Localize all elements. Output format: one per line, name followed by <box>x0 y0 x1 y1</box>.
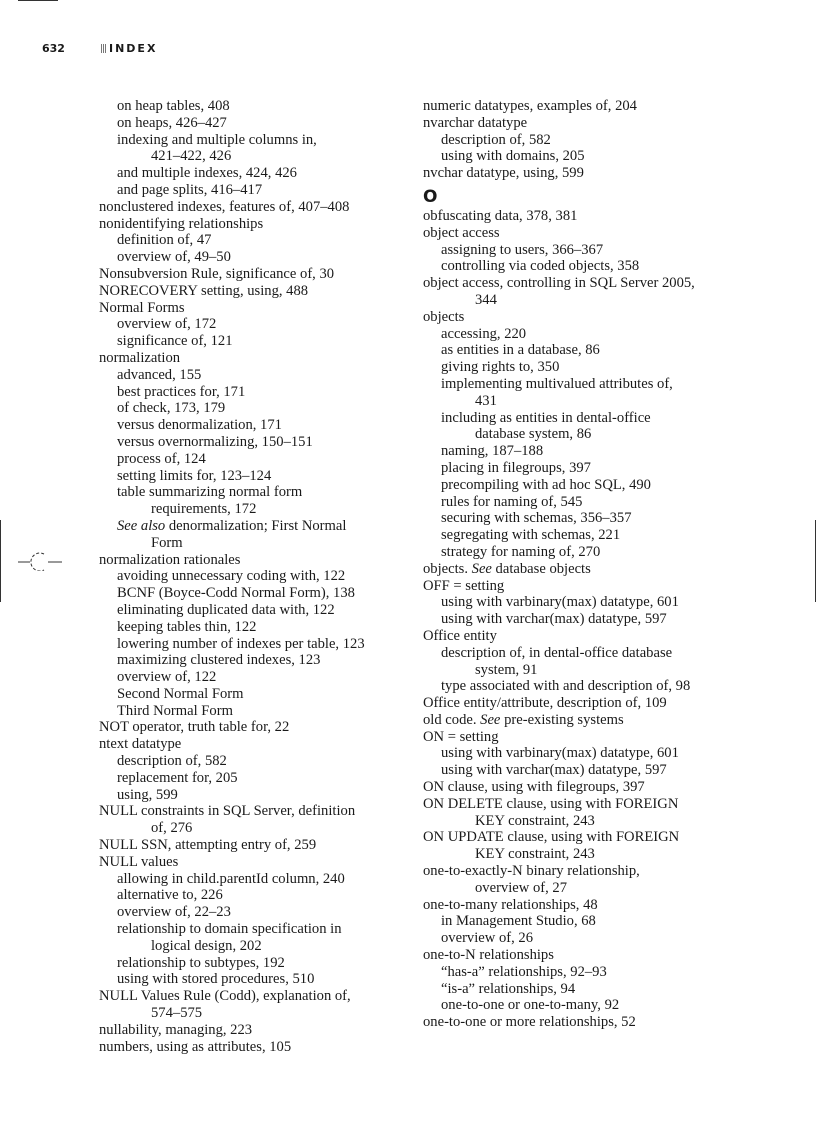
entry-text: controlling via coded objects, 358 <box>441 258 640 275</box>
entry-text: normalization <box>99 349 181 366</box>
entry-text: NULL Values Rule (Codd), explanation of, <box>99 988 351 1005</box>
entry-text: OFF = setting <box>423 577 505 594</box>
entry-text: ON = setting <box>423 728 499 745</box>
entry-continuation: KEY constraint, 243 <box>475 812 595 829</box>
entry-text: securing with schemas, 356–357 <box>441 510 632 527</box>
entry-text: Office entity/attribute, description of, 109 <box>423 695 667 712</box>
entry-text: one-to-one or more relationships, 52 <box>423 1014 636 1031</box>
index-subentry <box>99 787 399 804</box>
index-subentry <box>99 652 399 669</box>
entry-continuation: database system, 86 <box>475 426 592 443</box>
index-subentry <box>99 132 399 149</box>
running-head <box>101 42 157 55</box>
index-subentry <box>423 645 723 662</box>
entry-text: using with varbinary(max) datatype, 601 <box>441 745 679 762</box>
index-subentry <box>99 585 399 602</box>
entry-text: maximizing clustered indexes, 123 <box>117 652 321 669</box>
index-entry <box>99 283 399 300</box>
entry-text: nullability, managing, 223 <box>99 1021 253 1038</box>
index-subentry <box>423 981 723 998</box>
index-subentry <box>99 619 399 636</box>
index-entry <box>423 275 723 292</box>
entry-text: using with domains, 205 <box>441 148 585 165</box>
index-subentry <box>423 913 723 930</box>
entry-text: and multiple indexes, 424, 426 <box>117 165 297 182</box>
entry-text: rules for naming of, 545 <box>441 493 583 510</box>
entry-text: type associated with and description of, 98 <box>441 678 691 695</box>
entry-text: segregating with schemas, 221 <box>441 527 621 544</box>
index-entry <box>423 796 723 813</box>
entry-text: strategy for naming of, 270 <box>441 543 601 560</box>
entry-text: NULL constraints in SQL Server, definition <box>99 803 356 820</box>
index-subentry <box>99 232 399 249</box>
entry-text: one-to-one or one-to-many, 92 <box>441 997 620 1014</box>
index-subentry <box>99 115 399 132</box>
entry-text: process of, 124 <box>117 450 206 467</box>
index-entry <box>423 561 723 578</box>
entry-text: definition of, 47 <box>117 232 212 249</box>
index-letter-heading: O <box>423 186 438 207</box>
index-subentry <box>423 930 723 947</box>
index-subentry <box>99 602 399 619</box>
entry-text: overview of, 49–50 <box>117 249 231 266</box>
index-subentry <box>99 871 399 888</box>
index-subentry <box>99 249 399 266</box>
entry-text: NULL values <box>99 853 179 870</box>
entry-text: using with varbinary(max) datatype, 601 <box>441 594 679 611</box>
entry-continuation: 421–422, 426 <box>151 148 232 165</box>
index-subentry <box>423 460 723 477</box>
crop-mark-icon <box>18 551 62 571</box>
entry-text: description of, 582 <box>117 753 227 770</box>
index-subentry <box>99 518 399 535</box>
entry-text: on heaps, 426–427 <box>117 114 227 131</box>
entry-text: “has-a” relationships, 92–93 <box>441 963 607 980</box>
entry-text: avoiding unnecessary coding with, 122 <box>117 568 346 585</box>
index-subentry <box>99 636 399 653</box>
entry-text: “is-a” relationships, 94 <box>441 980 576 997</box>
entry-text: significance of, 121 <box>117 333 233 350</box>
entry-text: denormalization; First Normal <box>165 517 347 534</box>
entry-text: ntext datatype <box>99 736 182 753</box>
index-subentry <box>99 468 399 485</box>
index-subentry <box>423 762 723 779</box>
index-entry <box>99 854 399 871</box>
entry-text: versus overnormalizing, 150–151 <box>117 433 313 450</box>
entry-continuation: 431 <box>475 392 497 409</box>
entry-text: Nonsubversion Rule, significance of, 30 <box>99 265 335 282</box>
index-entry <box>423 208 723 225</box>
entry-text: lowering number of indexes per table, 123 <box>117 635 365 652</box>
index-entry <box>99 736 399 753</box>
entry-continuation: 574–575 <box>151 1005 203 1022</box>
index-entry <box>99 1022 399 1039</box>
entry-text: normalization rationales <box>99 551 241 568</box>
index-subentry <box>99 686 399 703</box>
index-subentry <box>423 410 723 427</box>
entry-text: giving rights to, 350 <box>441 359 560 376</box>
index-entry <box>423 779 723 796</box>
index-subentry <box>423 477 723 494</box>
entry-text: ON DELETE clause, using with FOREIGN <box>423 795 679 812</box>
entry-continuation: logical design, 202 <box>151 937 262 954</box>
entry-text: overview of, 26 <box>441 930 533 947</box>
index-subentry <box>423 443 723 460</box>
entry-continuation: requirements, 172 <box>151 501 257 518</box>
index-entry <box>423 729 723 746</box>
entry-text: NORECOVERY setting, using, 488 <box>99 282 309 299</box>
entry-text: of check, 173, 179 <box>117 400 226 417</box>
index-entry <box>423 225 723 242</box>
entry-text: implementing multivalued attributes of, <box>441 375 673 392</box>
index-subentry <box>99 568 399 585</box>
index-subentry <box>423 494 723 511</box>
index-entry <box>99 216 399 233</box>
entry-continuation: overview of, 27 <box>475 879 567 896</box>
top-rule <box>18 0 58 1</box>
entry-text: one-to-many relationships, 48 <box>423 896 598 913</box>
index-subentry <box>99 955 399 972</box>
index-entry <box>423 829 723 846</box>
index-entry <box>423 628 723 645</box>
entry-text: allowing in child.parentId column, 240 <box>117 870 345 887</box>
index-subentry <box>99 165 399 182</box>
index-entry <box>423 712 723 729</box>
index-subentry <box>423 964 723 981</box>
entry-text: Office entity <box>423 627 497 644</box>
entry-text: one-to-N relationships <box>423 947 554 964</box>
index-entry <box>99 266 399 283</box>
index-subentry <box>99 921 399 938</box>
index-subentry <box>99 384 399 401</box>
index-subentry <box>99 451 399 468</box>
entry-continuation: system, 91 <box>475 661 538 678</box>
index-subentry <box>99 703 399 720</box>
index-entry <box>423 863 723 880</box>
index-entry <box>423 165 723 182</box>
index-subentry <box>99 753 399 770</box>
entry-text: using with stored procedures, 510 <box>117 971 315 988</box>
entry-text: nvchar datatype, using, 599 <box>423 165 584 182</box>
entry-text: objects <box>423 308 465 325</box>
entry-text: indexing and multiple columns in, <box>117 131 317 148</box>
index-subentry <box>423 342 723 359</box>
entry-text: object access, controlling in SQL Server 2005, <box>423 275 695 292</box>
index-entry <box>99 350 399 367</box>
entry-text: and page splits, 416–417 <box>117 181 263 198</box>
entry-text: obfuscating data, 378, 381 <box>423 207 578 224</box>
index-subentry <box>423 242 723 259</box>
entry-text: relationship to domain specification in <box>117 921 342 938</box>
entry-text: using with varchar(max) datatype, 597 <box>441 611 667 628</box>
index-subentry <box>99 669 399 686</box>
index-entry <box>99 988 399 1005</box>
entry-text: keeping tables thin, 122 <box>117 618 257 635</box>
entry-text: assigning to users, 366–367 <box>441 241 604 258</box>
index-subentry <box>99 400 399 417</box>
entry-text: old code. <box>423 711 481 728</box>
index-subentry <box>423 594 723 611</box>
entry-text: numbers, using as attributes, 105 <box>99 1038 292 1055</box>
entry-text: replacement for, 205 <box>117 769 238 786</box>
entry-text: accessing, 220 <box>441 325 527 342</box>
index-entry <box>423 947 723 964</box>
entry-text: in Management Studio, 68 <box>441 913 596 930</box>
index-subentry <box>99 770 399 787</box>
entry-text: including as entities in dental-office <box>441 409 651 426</box>
index-entry <box>423 695 723 712</box>
index-entry <box>99 719 399 736</box>
index-subentry <box>423 544 723 561</box>
entry-text: table summarizing normal form <box>117 484 303 501</box>
left-margin-line <box>0 520 1 602</box>
index-entry <box>99 803 399 820</box>
entry-target: database objects <box>491 560 591 577</box>
index-subentry <box>423 132 723 149</box>
entry-text: relationship to subtypes, 192 <box>117 954 285 971</box>
index-subentry <box>99 887 399 904</box>
index-entry <box>423 98 723 115</box>
entry-continuation: 344 <box>475 291 497 308</box>
index-subentry <box>99 316 399 333</box>
entry-text: BCNF (Boyce-Codd Normal Form), 138 <box>117 585 355 602</box>
index-entry <box>423 1014 723 1031</box>
index-column-left <box>99 98 399 1055</box>
index-subentry <box>423 326 723 343</box>
index-entry <box>99 552 399 569</box>
index-subentry <box>423 678 723 695</box>
index-entry <box>423 897 723 914</box>
entry-text: overview of, 122 <box>117 669 217 686</box>
entry-text: alternative to, 226 <box>117 887 223 904</box>
entry-text: using, 599 <box>117 786 178 803</box>
index-subentry <box>423 258 723 275</box>
entry-text: overview of, 172 <box>117 316 217 333</box>
entry-text: overview of, 22–23 <box>117 904 231 921</box>
entry-text: precompiling with ad hoc SQL, 490 <box>441 476 651 493</box>
entry-continuation: of, 276 <box>151 820 193 837</box>
index-subentry <box>423 527 723 544</box>
entry-text: numeric datatypes, examples of, 204 <box>423 98 637 114</box>
index-subentry <box>99 971 399 988</box>
index-entry <box>99 837 399 854</box>
entry-text: placing in filegroups, 397 <box>441 459 591 476</box>
entry-text: Normal Forms <box>99 299 185 316</box>
index-subentry <box>99 333 399 350</box>
entry-text: NOT operator, truth table for, 22 <box>99 719 290 736</box>
running-head-mark-icon <box>101 44 107 53</box>
entry-text: objects. <box>423 560 472 577</box>
index-subentry <box>99 182 399 199</box>
index-entry <box>423 115 723 132</box>
entry-text: NULL SSN, attempting entry of, 259 <box>99 837 317 854</box>
index-subentry <box>99 98 399 115</box>
entry-text: nvarchar datatype <box>423 114 528 131</box>
entry-text: using with varchar(max) datatype, 597 <box>441 762 667 779</box>
entry-text: Third Normal Form <box>117 702 233 719</box>
entry-text: best practices for, 171 <box>117 383 246 400</box>
entry-text: naming, 187–188 <box>441 443 544 460</box>
entry-text: description of, in dental-office database <box>441 644 673 661</box>
index-entry <box>99 300 399 317</box>
entry-text: object access <box>423 224 500 241</box>
page-number: 632 <box>42 42 65 55</box>
index-subentry <box>423 745 723 762</box>
see-reference: See <box>471 560 492 577</box>
index-subentry <box>423 148 723 165</box>
entry-text: ON clause, using with filegroups, 397 <box>423 779 645 796</box>
index-subentry <box>423 510 723 527</box>
entry-text: eliminating duplicated data with, 122 <box>117 601 335 618</box>
entry-text: nonclustered indexes, features of, 407–408 <box>99 198 350 215</box>
entry-text: on heap tables, 408 <box>117 98 230 114</box>
entry-text: advanced, 155 <box>117 366 202 383</box>
index-subentry <box>423 611 723 628</box>
see-reference: See <box>480 711 501 728</box>
entry-text: Second Normal Form <box>117 685 244 702</box>
index-entry <box>99 1039 399 1056</box>
entry-text: nonidentifying relationships <box>99 215 264 232</box>
entry-text: versus denormalization, 171 <box>117 417 282 434</box>
index-entry <box>99 199 399 216</box>
entry-continuation: Form <box>151 534 183 551</box>
index-subentry <box>99 434 399 451</box>
entry-text: ON UPDATE clause, using with FOREIGN <box>423 829 680 846</box>
index-column-right <box>423 98 723 1031</box>
entry-text: setting limits for, 123–124 <box>117 467 272 484</box>
index-subentry <box>423 359 723 376</box>
index-subentry <box>99 904 399 921</box>
entry-continuation: KEY constraint, 243 <box>475 846 595 863</box>
entry-text: description of, 582 <box>441 131 551 148</box>
running-head-title: INDEX <box>109 42 158 55</box>
entry-target: pre-existing systems <box>500 711 624 728</box>
entry-text: one-to-exactly-N binary relationship, <box>423 863 640 880</box>
index-subentry <box>423 997 723 1014</box>
index-subentry <box>423 376 723 393</box>
index-subentry <box>99 484 399 501</box>
see-also-reference: See also <box>117 517 166 534</box>
index-entry <box>423 309 723 326</box>
index-subentry <box>99 417 399 434</box>
entry-text: as entities in a database, 86 <box>441 342 600 359</box>
index-entry <box>423 578 723 595</box>
index-subentry <box>99 367 399 384</box>
